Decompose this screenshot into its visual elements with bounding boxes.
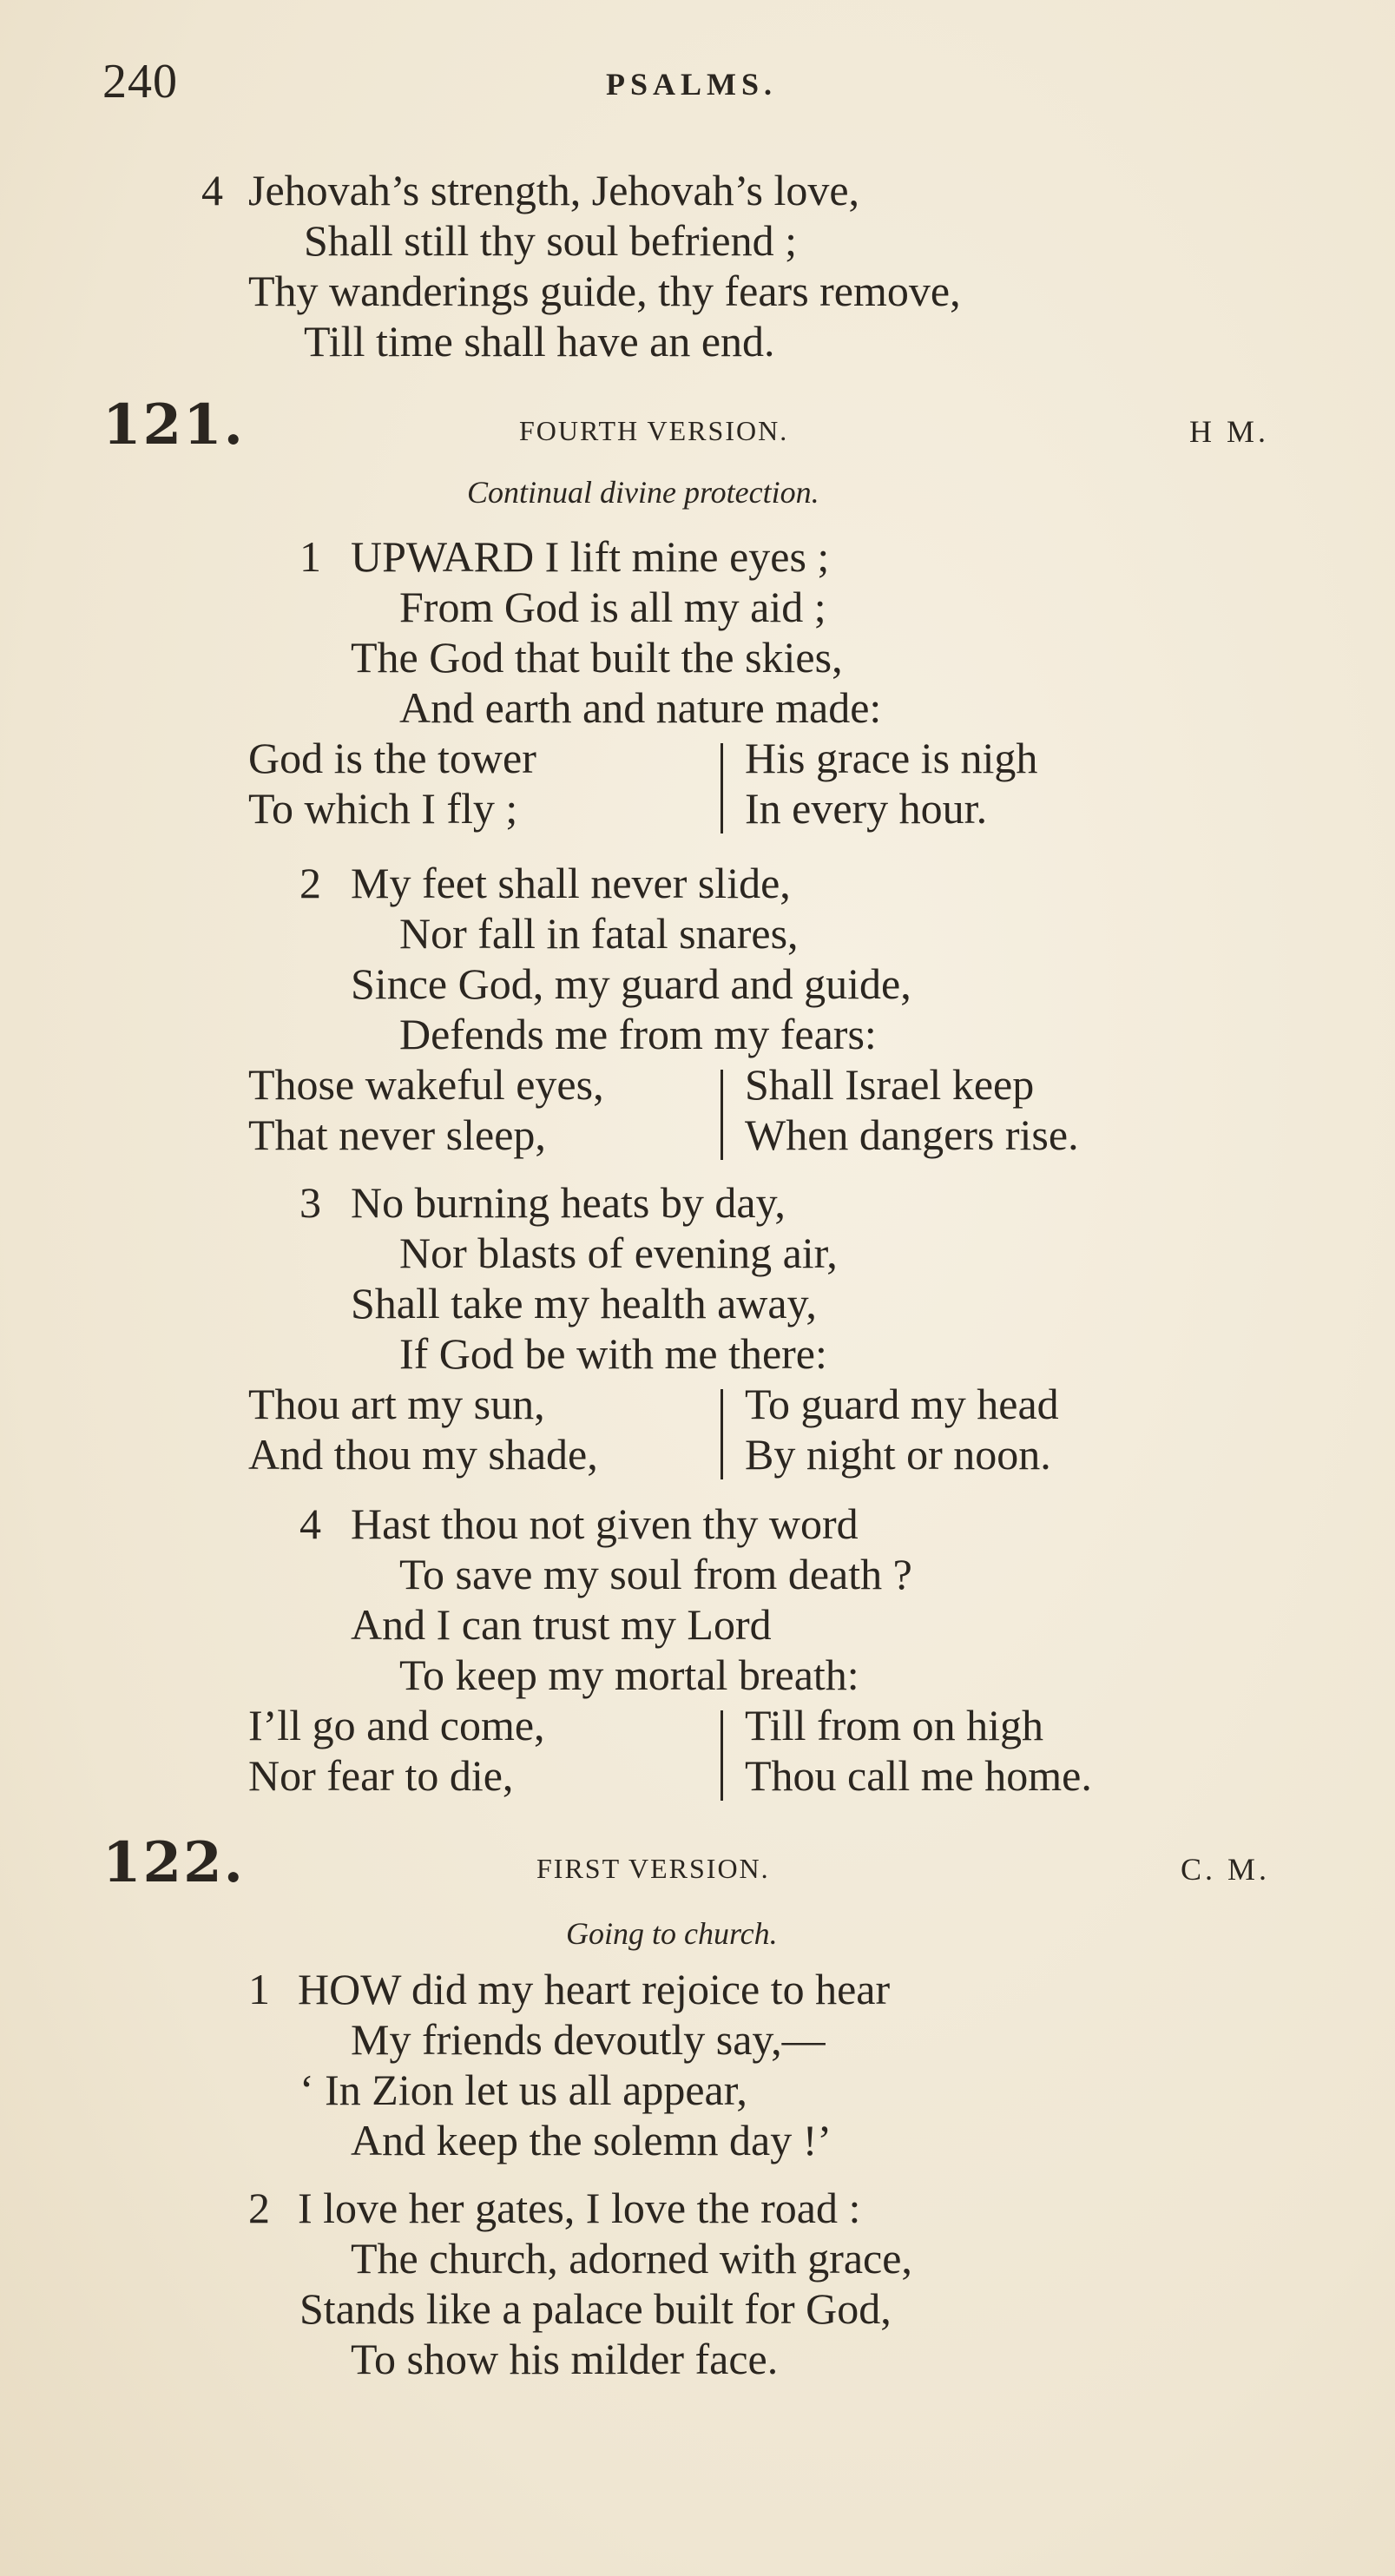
stanza-number: 4 [299, 1499, 321, 1548]
verse-line: Defends me from my fears: [399, 1010, 877, 1058]
refrain-right: In every hour. [745, 784, 988, 833]
verse-line: To save my soul from death ? [399, 1550, 912, 1598]
refrain-right: Till from on high [745, 1701, 1044, 1749]
verse-line: To show his milder face. [351, 2335, 779, 2383]
verse-line: Jehovah’s strength, Jehovah’s love, [248, 166, 860, 214]
verse-line: UPWARD I lift mine eyes ; [351, 532, 830, 581]
refrain-right: By night or noon. [745, 1430, 1051, 1479]
refrain-left: And thou my shade, [248, 1430, 598, 1479]
verse-line: To keep my mortal breath: [399, 1650, 859, 1699]
verse-line: And I can trust my Lord [351, 1600, 772, 1649]
verse-line: From God is all my aid ; [399, 583, 826, 631]
stanza-number: 1 [299, 532, 321, 581]
meter-label: C. M. [1181, 1852, 1271, 1887]
verse-line: Thy wanderings guide, thy fears remove, [248, 267, 961, 315]
verse-line: ‘ In Zion let us all appear, [299, 2065, 747, 2114]
verse-line: Since God, my guard and guide, [351, 959, 911, 1008]
verse-line: The God that built the skies, [351, 633, 843, 682]
verse-line: Shall take my health away, [351, 1279, 817, 1328]
stanza-number: 4 [201, 166, 223, 214]
psalm-number: 122. [102, 1830, 245, 1895]
verse-line: And keep the solemn day !’ [351, 2116, 832, 2164]
refrain-divider [721, 743, 723, 833]
stanza-number: 2 [248, 2184, 270, 2232]
refrain-left: Nor fear to die, [248, 1751, 514, 1800]
refrain-right: When dangers rise. [745, 1110, 1079, 1159]
verse-line: Stands like a palace built for God, [299, 2284, 892, 2333]
refrain-left: That never sleep, [248, 1110, 546, 1159]
running-title: PSALMS. [606, 67, 778, 102]
verse-line: Shall still thy soul befriend ; [304, 216, 798, 265]
version-label: FIRST VERSION. [536, 1853, 770, 1884]
stanza-number: 1 [248, 1965, 270, 2013]
refrain-divider [721, 1389, 723, 1479]
refrain-divider [721, 1710, 723, 1801]
refrain-right: To guard my head [745, 1380, 1059, 1428]
psalm-subtitle: Going to church. [566, 1916, 778, 1951]
refrain-left: Thou art my sun, [248, 1380, 545, 1428]
refrain-right: Thou call me home. [745, 1751, 1092, 1800]
psalm-subtitle: Continual divine protection. [467, 475, 819, 510]
refrain-left: To which I fly ; [248, 784, 518, 833]
verse-line: Nor blasts of evening air, [399, 1229, 838, 1277]
refrain-left: Those wakeful eyes, [248, 1060, 604, 1109]
refrain-left: God is the tower [248, 734, 536, 782]
version-label: FOURTH VERSION. [519, 415, 789, 446]
verse-line: No burning heats by day, [351, 1178, 786, 1227]
page-number: 240 [102, 55, 178, 109]
verse-line: If God be with me there: [399, 1329, 827, 1378]
verse-line: The church, adorned with grace, [351, 2234, 912, 2283]
refrain-divider [721, 1070, 723, 1160]
stanza-number: 2 [299, 859, 321, 907]
stanza-number: 3 [299, 1178, 321, 1227]
refrain-left: I’ll go and come, [248, 1701, 545, 1749]
verse-line: My friends devoutly say,— [351, 2015, 826, 2064]
verse-line: Hast thou not given thy word [351, 1499, 859, 1548]
verse-line: HOW did my heart rejoice to hear [298, 1965, 891, 2013]
verse-line: Till time shall have an end. [304, 317, 775, 366]
refrain-right: His grace is nigh [745, 734, 1038, 782]
psalm-number: 121. [102, 392, 245, 458]
verse-line: I love her gates, I love the road : [298, 2184, 861, 2232]
refrain-right: Shall Israel keep [745, 1060, 1035, 1109]
meter-label: H M. [1189, 414, 1270, 449]
verse-line: Nor fall in fatal snares, [399, 909, 799, 958]
verse-line: And earth and nature made: [399, 683, 882, 732]
verse-line: My feet shall never slide, [351, 859, 791, 907]
